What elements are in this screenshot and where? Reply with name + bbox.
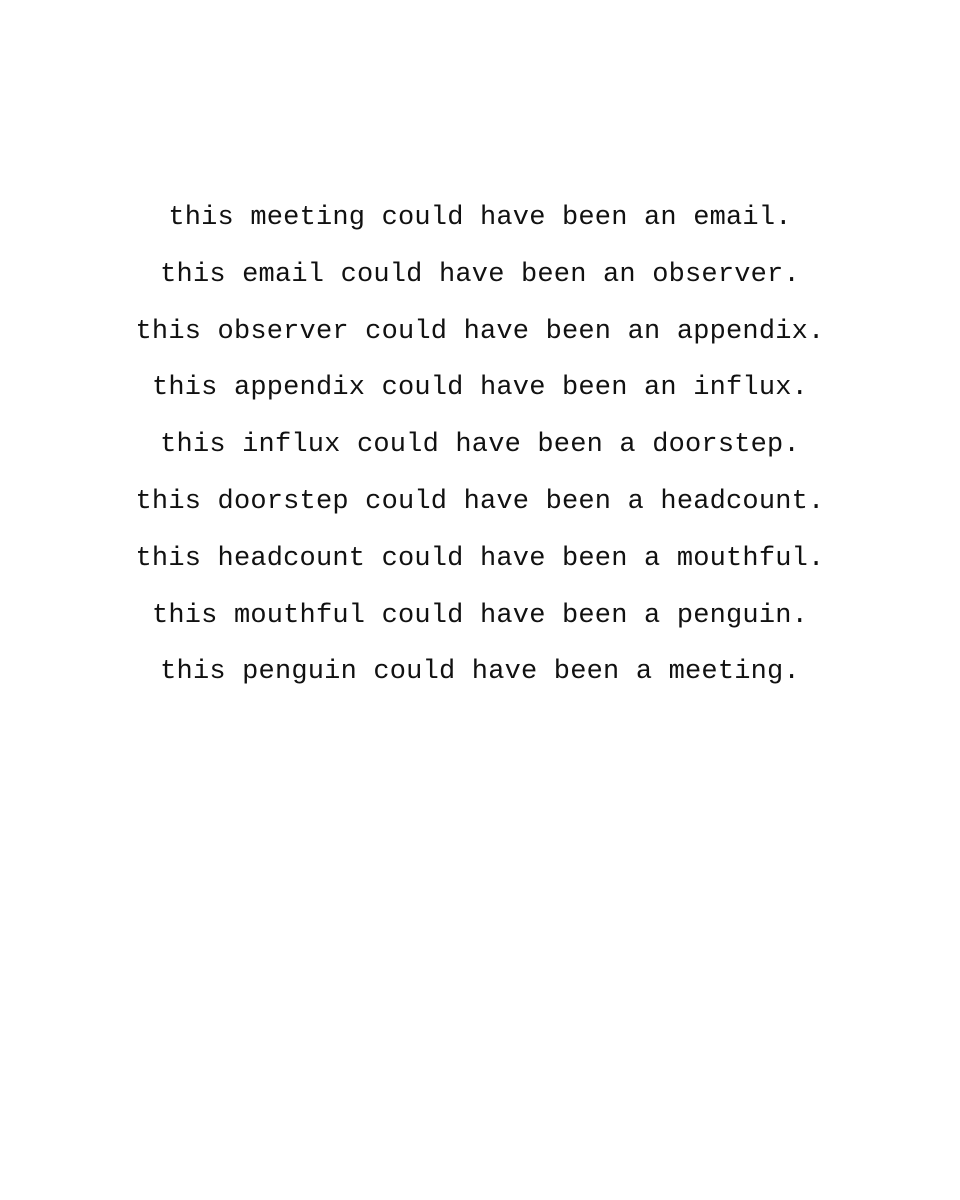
poem-line: this headcount could have been a mouthful. bbox=[135, 543, 825, 574]
poem-line: this email could have been an observer. bbox=[160, 259, 800, 290]
poem-line: this penguin could have been a meeting. bbox=[160, 657, 800, 688]
poem-line: this influx could have been a doorstep. bbox=[160, 430, 800, 461]
poem-text bbox=[0, 190, 960, 701]
poem-line: this mouthful could have been a penguin. bbox=[151, 600, 809, 631]
poem-line: this appendix could have been an influx. bbox=[151, 373, 809, 404]
poem-line: this observer could have been an appendix. bbox=[135, 316, 825, 347]
poem-line: this meeting could have been an email. bbox=[168, 203, 792, 233]
poem-line: this doorstep could have been a headcount. bbox=[135, 486, 825, 517]
